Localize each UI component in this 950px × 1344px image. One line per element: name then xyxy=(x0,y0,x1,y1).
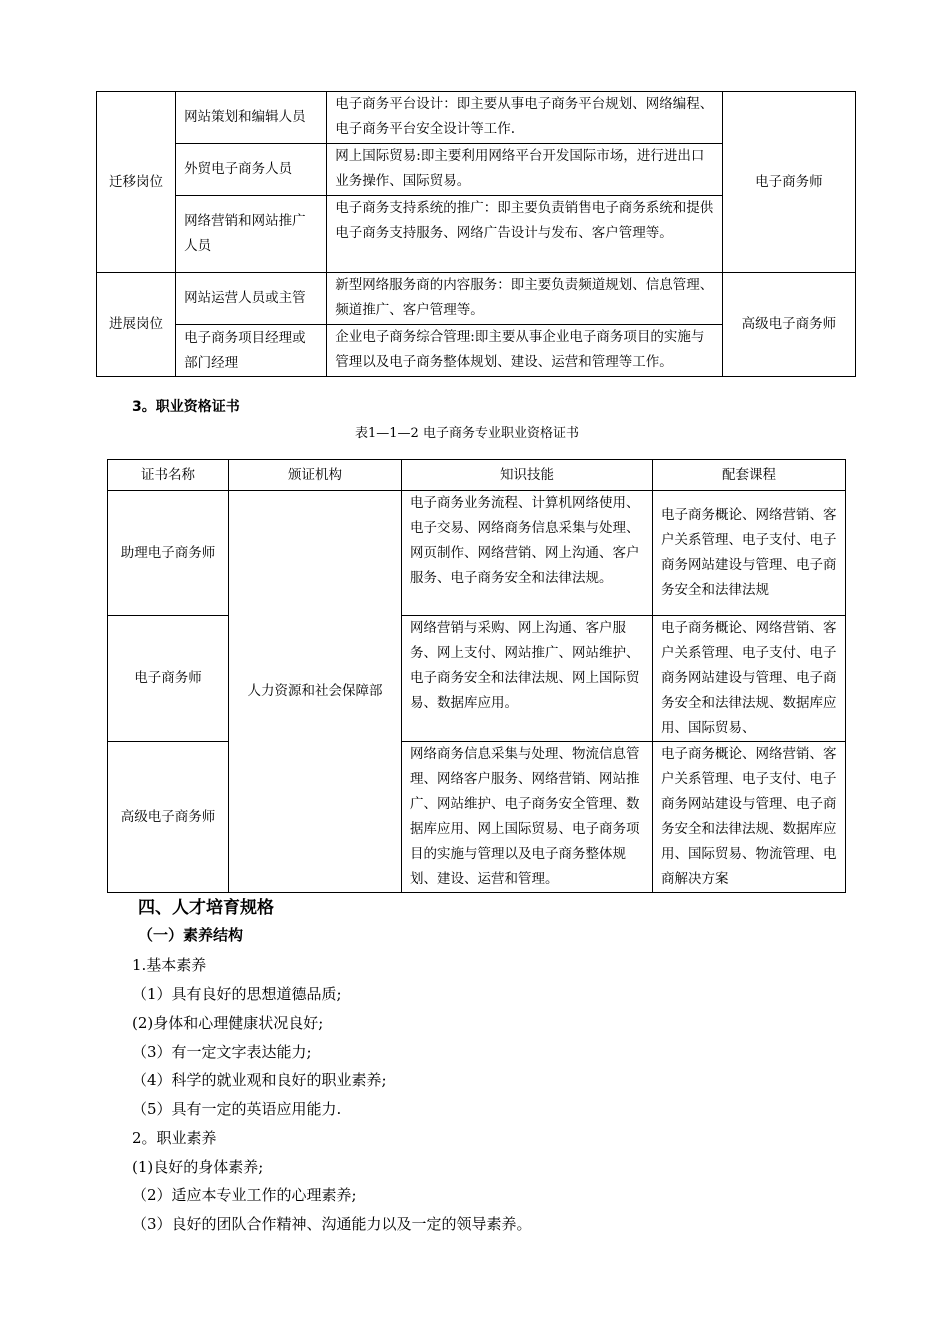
cert-name-cell: 高级电子商务师 xyxy=(108,742,229,893)
paragraph: （3）有一定文字表达能力; xyxy=(132,1043,312,1061)
paragraph: （1）具有良好的思想道德品质; xyxy=(132,985,342,1003)
cert-cell: 电子商务师 xyxy=(722,92,855,273)
issuer-cell: 人力资源和社会保障部 xyxy=(229,491,402,893)
cert-name-cell: 电子商务师 xyxy=(108,616,229,742)
paragraph: （3）良好的团队合作精神、沟通能力以及一定的领导素养。 xyxy=(132,1215,532,1233)
paragraph: （2）适应本专业工作的心理素养; xyxy=(132,1186,357,1204)
role-cell: 网站运营人员或主管 xyxy=(176,273,327,325)
skills-cell: 网络营销与采购、网上沟通、客户服务、网上支付、网站推广、网站维护、电子商务安全和法律法规、网上国际贸易、数据库应用。 xyxy=(402,616,653,742)
paragraph: 2。职业素养 xyxy=(132,1129,217,1147)
skills-cell: 电子商务业务流程、计算机网络使用、电子交易、网络商务信息采集与处理、网页制作、网络营销、网上沟通、客户服务、电子商务安全和法律法规。 xyxy=(402,491,653,616)
paragraph: （4）科学的就业观和良好的职业素养; xyxy=(132,1071,387,1089)
skills-cell: 网络商务信息采集与处理、物流信息管理、网络客户服务、网络营销、网站推广、网站维护、电子商务安全管理、数据库应用、网上国际贸易、电子商务项目的实施与管理以及电子商务整体规划、建设、运营和管理。 xyxy=(402,742,653,893)
courses-cell: 电子商务概论、网络营销、客户关系管理、电子支付、电子商务网站建设与管理、电子商务安全和法律法规、数据库应用、国际贸易、 xyxy=(653,616,846,742)
group-label: 迁移岗位 xyxy=(97,92,176,273)
certificate-table xyxy=(107,459,846,893)
desc-cell: 电子商务平台设计：即主要从事电子商务平台规划、网络编程、电子商务平台安全设计等工作. xyxy=(327,92,723,144)
table-caption: 表1—1—2 电子商务专业职业资格证书 xyxy=(355,426,579,441)
desc-cell: 网上国际贸易:即主要利用网络平台开发国际市场，进行进出口业务操作、国际贸易。 xyxy=(327,144,723,196)
group-label: 进展岗位 xyxy=(97,273,176,377)
role-cell: 外贸电子商务人员 xyxy=(176,144,327,196)
cert-name-cell: 助理电子商务师 xyxy=(108,491,229,616)
section-3-title: 3。职业资格证书 xyxy=(132,399,240,415)
desc-cell: 企业电子商务综合管理:即主要从事企业电子商务项目的实施与管理以及电子商务整体规划、建设、运营和管理等工作。 xyxy=(327,325,723,377)
role-cell: 网站策划和编辑人员 xyxy=(176,92,327,144)
courses-cell: 电子商务概论、网络营销、客户关系管理、电子支付、电子商务网站建设与管理、电子商务安全和法律法规、数据库应用、国际贸易、物流管理、电商解决方案 xyxy=(653,742,846,893)
header-cell: 颁证机构 xyxy=(229,460,402,491)
section-4-title: 四、人才培育规格 xyxy=(138,898,274,918)
desc-cell: 电子商务支持系统的推广：即主要负责销售电子商务系统和提供电子商务支持服务、网络广告设计与发布、客户管理等。 xyxy=(327,196,723,273)
courses-cell: 电子商务概论、网络营销、客户关系管理、电子支付、电子商务网站建设与管理、电子商务安全和法律法规 xyxy=(653,491,846,616)
role-cell: 网络营销和网站推广人员 xyxy=(176,196,327,273)
role-cell: 电子商务项目经理或部门经理 xyxy=(176,325,327,377)
paragraph: （5）具有一定的英语应用能力. xyxy=(132,1100,342,1118)
paragraph: (1)良好的身体素养; xyxy=(132,1158,264,1176)
paragraph: (2)身体和心理健康状况良好; xyxy=(132,1014,324,1032)
header-cell: 证书名称 xyxy=(108,460,229,491)
header-cell: 知识技能 xyxy=(402,460,653,491)
paragraph: 1.基本素养 xyxy=(132,956,207,974)
desc-cell: 新型网络服务商的内容服务：即主要负责频道规划、信息管理、频道推广、客户管理等。 xyxy=(327,273,723,325)
career-positions-table xyxy=(96,91,856,377)
header-cell: 配套课程 xyxy=(653,460,846,491)
subsection-title: （一）素养结构 xyxy=(138,926,244,944)
cert-cell: 高级电子商务师 xyxy=(722,273,855,377)
